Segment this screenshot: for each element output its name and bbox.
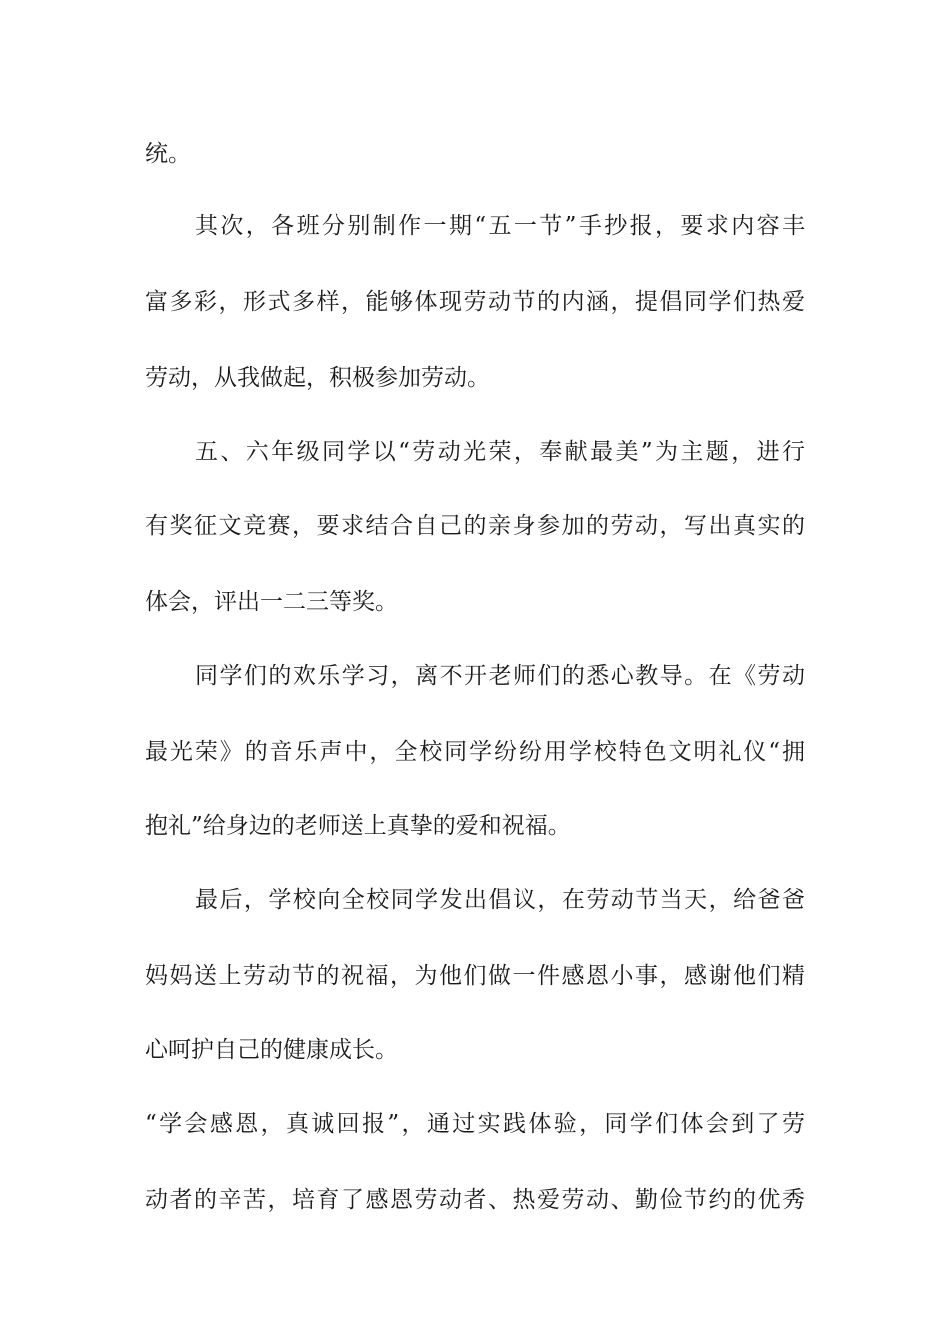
text-line: 体会，评出一二三等奖。: [145, 589, 398, 615]
text-line: 统。: [145, 141, 191, 167]
paragraph-first-line: “学会感恩，真诚回报”，通过实践体验，同学们体会到了劳: [145, 1111, 805, 1137]
text-line: 富多彩，形式多样，能够体现劳动节的内涵，提倡同学们热爱: [145, 289, 805, 315]
text-line: 最光荣》的音乐声中，全校同学纷纷用学校特色文明礼仪“拥: [145, 739, 805, 765]
paragraph-first-line: 同学们的欢乐学习，离不开老师们的悉心教导。在《劳动: [195, 663, 805, 689]
paragraph-first-line: 其次，各班分别制作一期“五一节”手抄报，要求内容丰: [195, 213, 805, 239]
text-line: 心呵护自己的健康成长。: [145, 1037, 398, 1063]
text-line: 妈妈送上劳动节的祝福，为他们做一件感恩小事，感谢他们精: [145, 963, 805, 989]
text-line: 动者的辛苦，培育了感恩劳动者、热爱劳动、勤俭节约的优秀: [145, 1187, 805, 1213]
paragraph-first-line: 最后，学校向全校同学发出倡议，在劳动节当天，给爸爸: [195, 887, 805, 913]
paragraph-first-line: 五、六年级同学以“劳动光荣，奉献最美”为主题，进行: [195, 439, 805, 465]
text-line: 劳动，从我做起，积极参加劳动。: [145, 365, 490, 391]
text-line: 有奖征文竞赛，要求结合自己的亲身参加的劳动，写出真实的: [145, 513, 805, 539]
text-line: 抱礼”给身边的老师送上真挚的爱和祝福。: [145, 813, 571, 839]
